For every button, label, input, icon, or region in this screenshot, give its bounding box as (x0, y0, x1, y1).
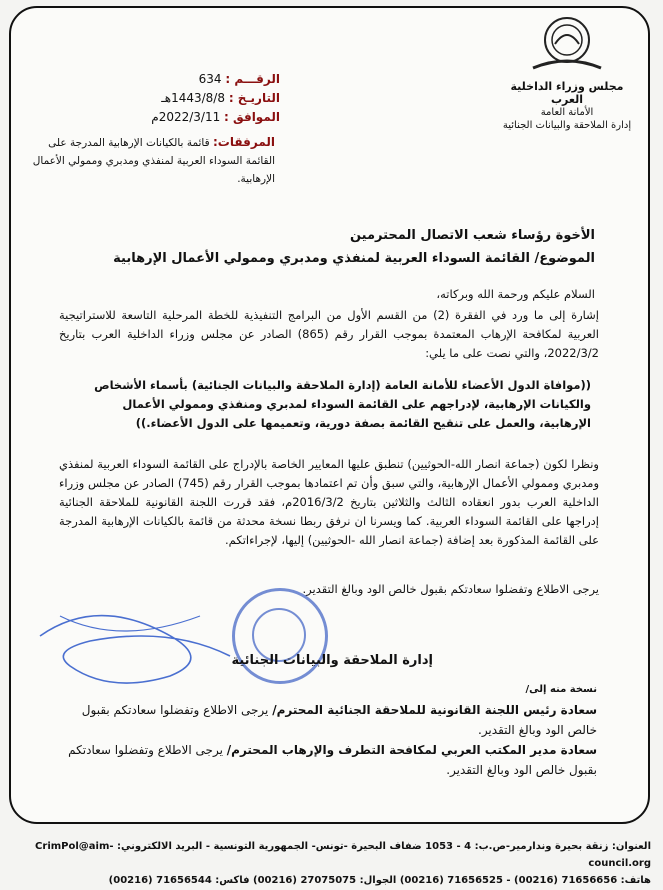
attachments-label: المرفقات: (213, 135, 275, 149)
addressee: الأخوة رؤساء شعب الاتصال المحترمين (349, 228, 595, 243)
subject-line: الموضوع/ القائمة السوداء العربية لمنفذي ومدبري وممولي الأعمال الإرهابية (113, 251, 595, 266)
copy-recipient-2 (57, 740, 597, 780)
footer-email[interactable]: CrimPol@aim-council.org (35, 841, 651, 869)
signing-department: إدارة الملاحقة والبيانات الجنائية (231, 653, 433, 668)
date-value: 1443/8/8هـ (161, 91, 225, 105)
copy-recipient-1 (57, 700, 597, 740)
handwritten-signature (30, 596, 250, 696)
date-label: التاريـخ : (228, 91, 280, 105)
paragraph-1: إشارة إلى ما ورد في الفقرة (2) من القسم الأول من البرامج التنفيذية للخطة المرحلية التاسعة للاستراتيجية العربية لمكافحة الإرهاب المعتمدة بموجب القرار رقم (865) الصادر عن مجلس وزراء الداخلية العرب بتاريخ 2022/3/2، والتي نصت على ما يلي: (59, 308, 599, 360)
greeting: السلام عليكم ورحمة الله وبركاته، (436, 287, 595, 301)
attachments-block (20, 133, 275, 188)
footer-phones: هاتف: 71656656 (00216) - 71656525 (00216) الجوال: 27075075 (00216) فاكس: 71656544 (00216) (108, 875, 651, 886)
footer-address: العنوان: زنقة بحيرة وندارمير-ص.ب: 4 - 1053 ضفاف البحيرة -تونس- الجمهورية التونسية - البريد الالكتروني: (117, 841, 651, 852)
copies-label: نسخة منه إلى/ (525, 684, 597, 695)
organization-logo (497, 14, 637, 132)
corresponding-value: 2022/3/11م (151, 110, 221, 124)
corresponding-label: الموافق : (224, 110, 280, 124)
closing-line: يرجى الاطلاع وتفضلوا سعادتكم بقبول خالص الود وبالغ التقدير. (302, 582, 599, 596)
cc1-title: سعادة رئيس اللجنة القانونية للملاحقة الجنائية المحترم/ (272, 703, 597, 717)
logo-secretariat: الأمانة العامة (540, 107, 594, 118)
reference-block (20, 70, 280, 127)
attachments-value: قائمة بالكيانات الإرهابية المدرجة على القائمة السوداء العربية لمنفذي ومدبري وممولي الأعمال الإرهابية. (32, 137, 275, 185)
paragraph-2: ونظرا لكون (جماعة انصار الله-الحوثيين) تنطبق عليها المعايير الخاصة بالإدراج على القائمة السوداء العربية لمنفذي ومدبري وممولي الأعمال الإرهابية، والتي سبق وأن تم اعتمادها بموجب القرار رقم (745) الصادر عن مجلس وزراء الداخلية العرب بدور انعقاده الثالث والثلاثين بتاريخ 2016/3/2م، فقد قررت اللجنة القانونية للملاحقة الجنائية إدراجها على القائمة السوداء العربية. كما ويسرنا ان نرفق ربطا نسخة محدثة من قائمة بالكيانات الإرهابية المدرجة على القائمة المذكورة بعد إضافة (جماعة انصار الله -الحوثيين) إليها، لإجراءاتكم. (59, 457, 600, 547)
number-value: 634 (198, 72, 222, 86)
footer-contact (14, 838, 651, 889)
emblem-icon (527, 14, 607, 76)
logo-department: إدارة الملاحقة والبيانات الجنائية (502, 120, 632, 131)
cc1-body: يرجى الاطلاع وتفضلوا سعادتكم بقبول خالص الود وبالغ التقدير. (81, 703, 597, 737)
quoted-resolution: ((موافاة الدول الأعضاء للأمانة العامة (إدارة الملاحقة والبيانات الجنائية) بأسماء الأشخاص والكيانات الإرهابية، لإدراجهم على القائمة السوداء لمدبري ومنفذي وممولي الأعمال الإرهابية، والعمل على تنقيح القائمة بصفة دورية، وتعميمها على الدول الأعضاء.)) (94, 378, 591, 430)
cc2-body: يرجى الاطلاع وتفضلوا سعادتكم بقبول خالص الود وبالغ التقدير. (68, 743, 597, 777)
official-stamp (232, 588, 328, 684)
number-label: الرقـــم : (225, 72, 280, 86)
logo-org-text: مجلس وزراء الداخلية العرب (510, 80, 624, 106)
cc2-title: سعادة مدير المكتب العربي لمكافحة التطرف والإرهاب المحترم/ (226, 743, 597, 757)
